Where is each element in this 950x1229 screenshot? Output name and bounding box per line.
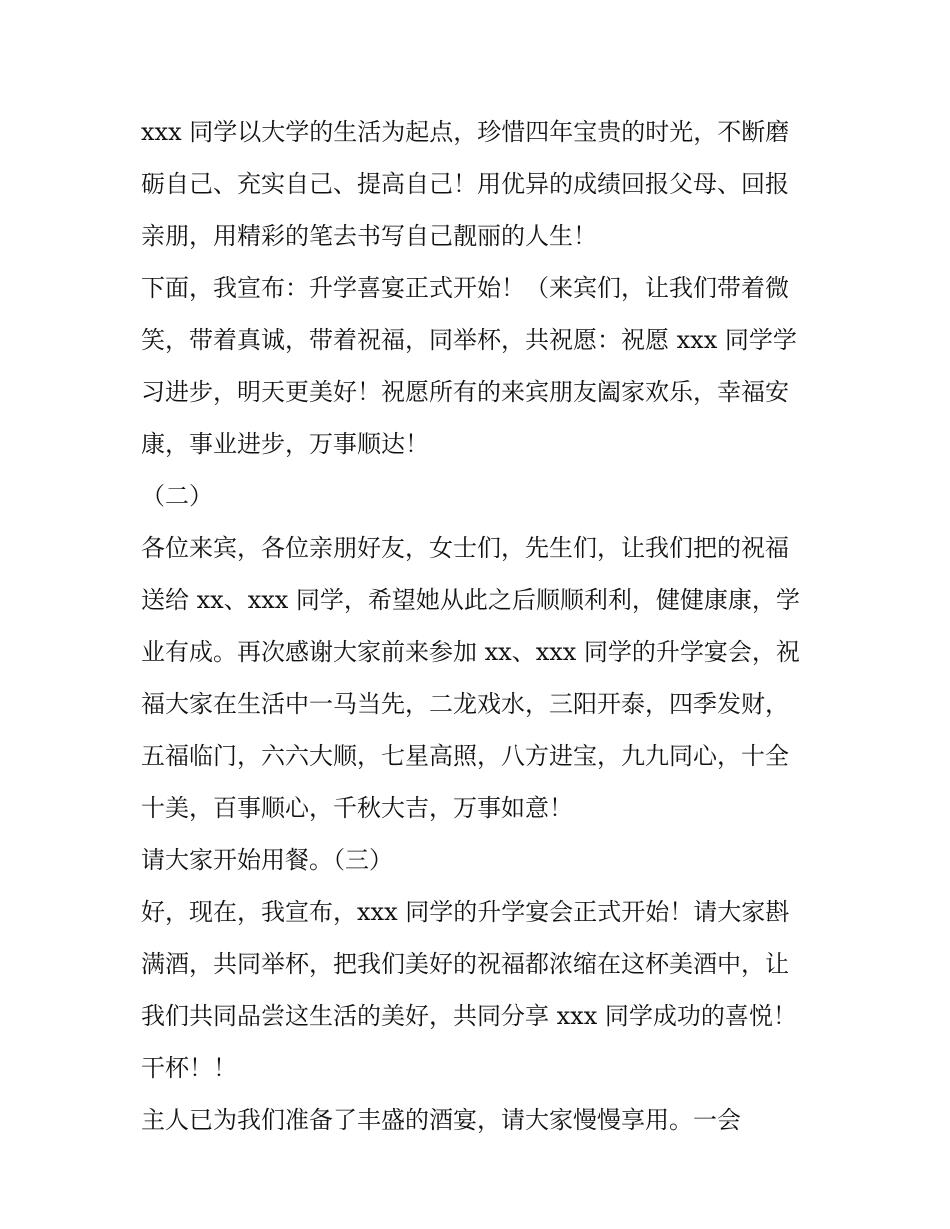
- text-line: 五福临门，六六大顺，七星高照，八方进宝，九九同心，十全: [141, 742, 789, 770]
- text-line: 干杯！！: [141, 1054, 237, 1082]
- section-heading: （二）: [141, 482, 213, 510]
- text-line: 十美，百事顺心，千秋大吉，万事如意！: [141, 794, 573, 822]
- text-line: 福大家在生活中一马当先，二龙戏水，三阳开泰，四季发财，: [141, 690, 789, 718]
- text-line: 我们共同品尝这生活的美好，共同分享 xxx 同学成功的喜悦！: [141, 1002, 797, 1030]
- text-line: 送给 xx、xxx 同学，希望她从此之后顺顺利利，健健康康，学: [141, 586, 800, 614]
- text-line: 业有成。再次感谢大家前来参加 xx、xxx 同学的升学宴会，祝: [141, 638, 800, 666]
- text-line: 亲朋，用精彩的笔去书写自己靓丽的人生！: [141, 222, 597, 250]
- text-line: 请大家开始用餐。（三）: [141, 846, 393, 874]
- text-line: 康，事业进步，万事顺达！: [141, 430, 429, 458]
- text-line: 各位来宾，各位亲朋好友，女士们，先生们，让我们把的祝福: [141, 534, 789, 562]
- text-line: 主人已为我们准备了丰盛的酒宴，请大家慢慢享用。一会: [141, 1106, 741, 1134]
- document-body: [141, 106, 821, 1146]
- text-line: 满酒，共同举杯，把我们美好的祝福都浓缩在这杯美酒中，让: [141, 950, 789, 978]
- text-line: 笑，带着真诚，带着祝福，同举杯，共祝愿：祝愿 xxx 同学学: [141, 326, 797, 354]
- text-line: xxx 同学以大学的生活为起点，珍惜四年宝贵的时光，不断磨: [141, 118, 790, 146]
- text-line: 好，现在，我宣布，xxx 同学的升学宴会正式开始！请大家斟: [141, 898, 790, 926]
- text-line: 下面，我宣布：升学喜宴正式开始！（来宾们，让我们带着微: [141, 274, 789, 302]
- text-line: 习进步，明天更美好！祝愿所有的来宾朋友阖家欢乐，幸福安: [141, 378, 789, 406]
- text-line: 砺自己、充实自己、提高自己！用优异的成绩回报父母、回报: [141, 170, 789, 198]
